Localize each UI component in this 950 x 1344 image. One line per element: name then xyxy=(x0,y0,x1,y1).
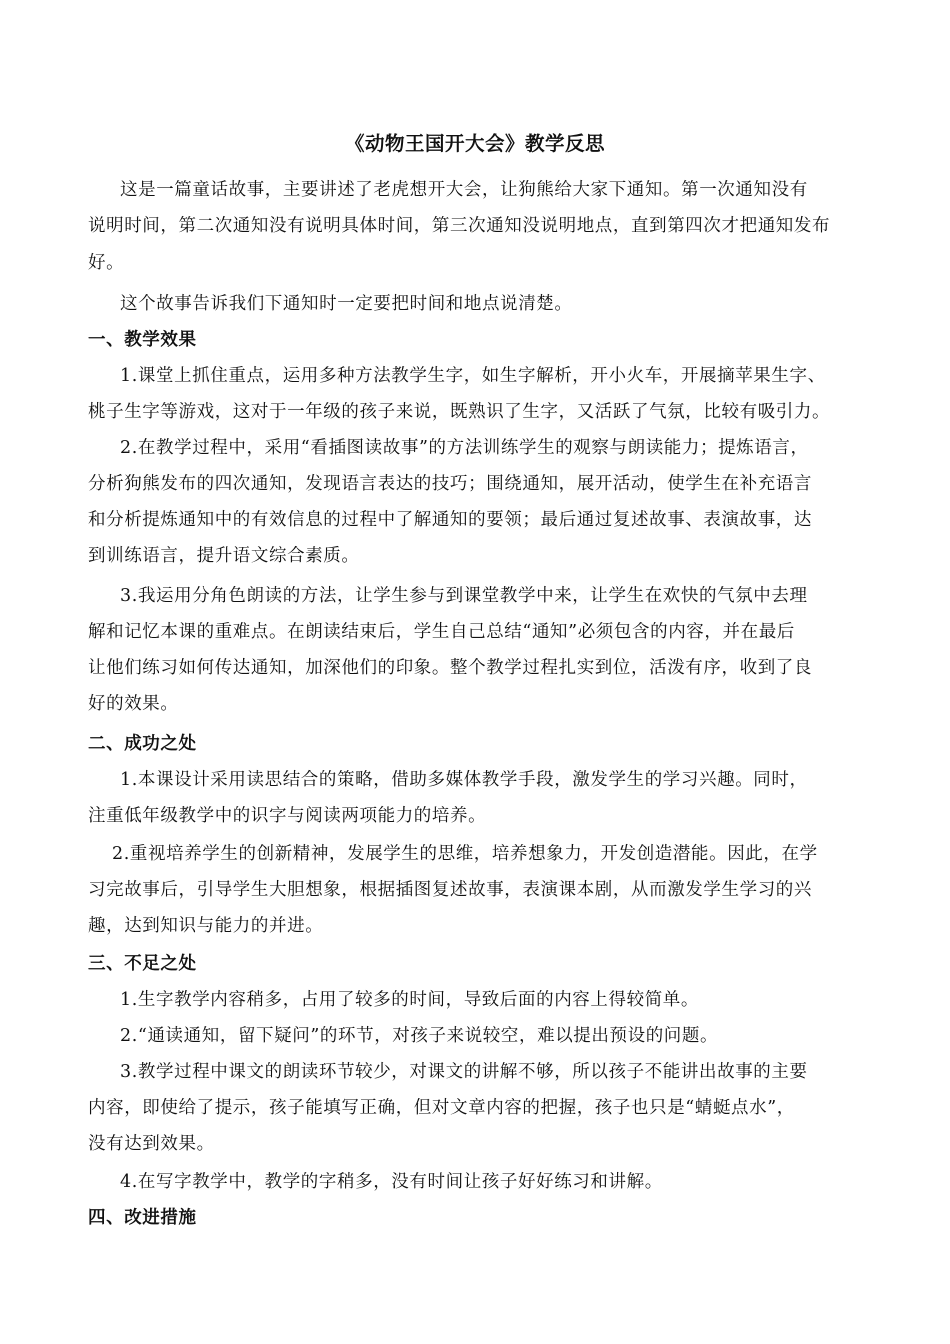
section-heading: 一、教学效果 xyxy=(88,330,197,350)
paragraph-line: 1.课堂上抓住重点，运用多种方法教学生字，如生字解析，开小火车，开展摘苹果生字、 xyxy=(120,366,826,386)
paragraph-line: 解和记忆本课的重难点。在朗读结束后，学生自己总结“通知”必须包含的内容，并在最后 xyxy=(88,622,795,642)
paragraph-line: 3.教学过程中课文的朗读环节较少，对课文的讲解不够，所以孩子不能讲出故事的主要 xyxy=(120,1062,808,1082)
paragraph-line: 2.“通读通知，留下疑问”的环节，对孩子来说较空，难以提出预设的问题。 xyxy=(120,1026,719,1046)
paragraph-line: 2.在教学过程中，采用“看插图读故事”的方法训练学生的观察与朗读能力；提炼语言， xyxy=(120,438,809,458)
paragraph-line: 桃子生字等游戏，这对于一年级的孩子来说，既熟识了生字，又活跃了气氛，比较有吸引力。 xyxy=(88,402,831,422)
section-heading: 三、不足之处 xyxy=(88,954,197,974)
document-title: 《动物王国开大会》教学反思 xyxy=(344,132,605,155)
paragraph-line: 让他们练习如何传达通知，加深他们的印象。整个教学过程扎实到位，活泼有序，收到了良 xyxy=(88,658,812,678)
paragraph-line: 说明时间，第二次通知没有说明具体时间，第三次通知没说明地点，直到第四次才把通知发布 xyxy=(88,216,831,236)
paragraph-line: 内容，即使给了提示，孩子能填写正确，但对文章内容的把握，孩子也只是“蜻蜓点水”， xyxy=(88,1098,795,1118)
paragraph-line: 这是一篇童话故事，主要讲述了老虎想开大会，让狗熊给大家下通知。第一次通知没有 xyxy=(120,180,808,200)
paragraph-line: 和分析提炼通知中的有效信息的过程中了解通知的要领；最后通过复述故事、表演故事，达 xyxy=(88,510,812,530)
paragraph-line: 好。 xyxy=(88,253,125,273)
paragraph-line: 这个故事告诉我们下通知时一定要把时间和地点说清楚。 xyxy=(120,294,573,314)
paragraph-line: 1.本课设计采用读思结合的策略，借助多媒体教学手段，激发学生的学习兴趣。同时， xyxy=(120,770,808,790)
section-heading: 二、成功之处 xyxy=(88,734,197,754)
paragraph-line: 分析狗熊发布的四次通知，发现语言表达的技巧；围绕通知，展开活动，使学生在补充语言 xyxy=(88,474,812,494)
paragraph-line: 1.生字教学内容稍多，占用了较多的时间，导致后面的内容上得较简单。 xyxy=(120,990,699,1010)
paragraph-line: 趣，达到知识与能力的并进。 xyxy=(88,916,324,936)
paragraph-line: 注重低年级教学中的识字与阅读两项能力的培养。 xyxy=(88,806,487,826)
paragraph-line: 4.在写字教学中，教学的字稍多，没有时间让孩子好好练习和讲解。 xyxy=(120,1172,663,1192)
paragraph-line: 没有达到效果。 xyxy=(88,1134,215,1154)
paragraph-line: 好的效果。 xyxy=(88,694,179,714)
paragraph-line: 到训练语言，提升语文综合素质。 xyxy=(88,546,360,566)
paragraph-line: 习完故事后，引导学生大胆想象，根据插图复述故事，表演课本剧，从而激发学生学习的兴 xyxy=(88,880,812,900)
section-heading: 四、改进措施 xyxy=(88,1208,197,1228)
paragraph-line: 2.重视培养学生的创新精神，发展学生的思维，培养想象力，开发创造潜能。因此，在学 xyxy=(112,844,818,864)
paragraph-line: 3.我运用分角色朗读的方法，让学生参与到课堂教学中来，让学生在欢快的气氛中去理 xyxy=(120,586,808,606)
